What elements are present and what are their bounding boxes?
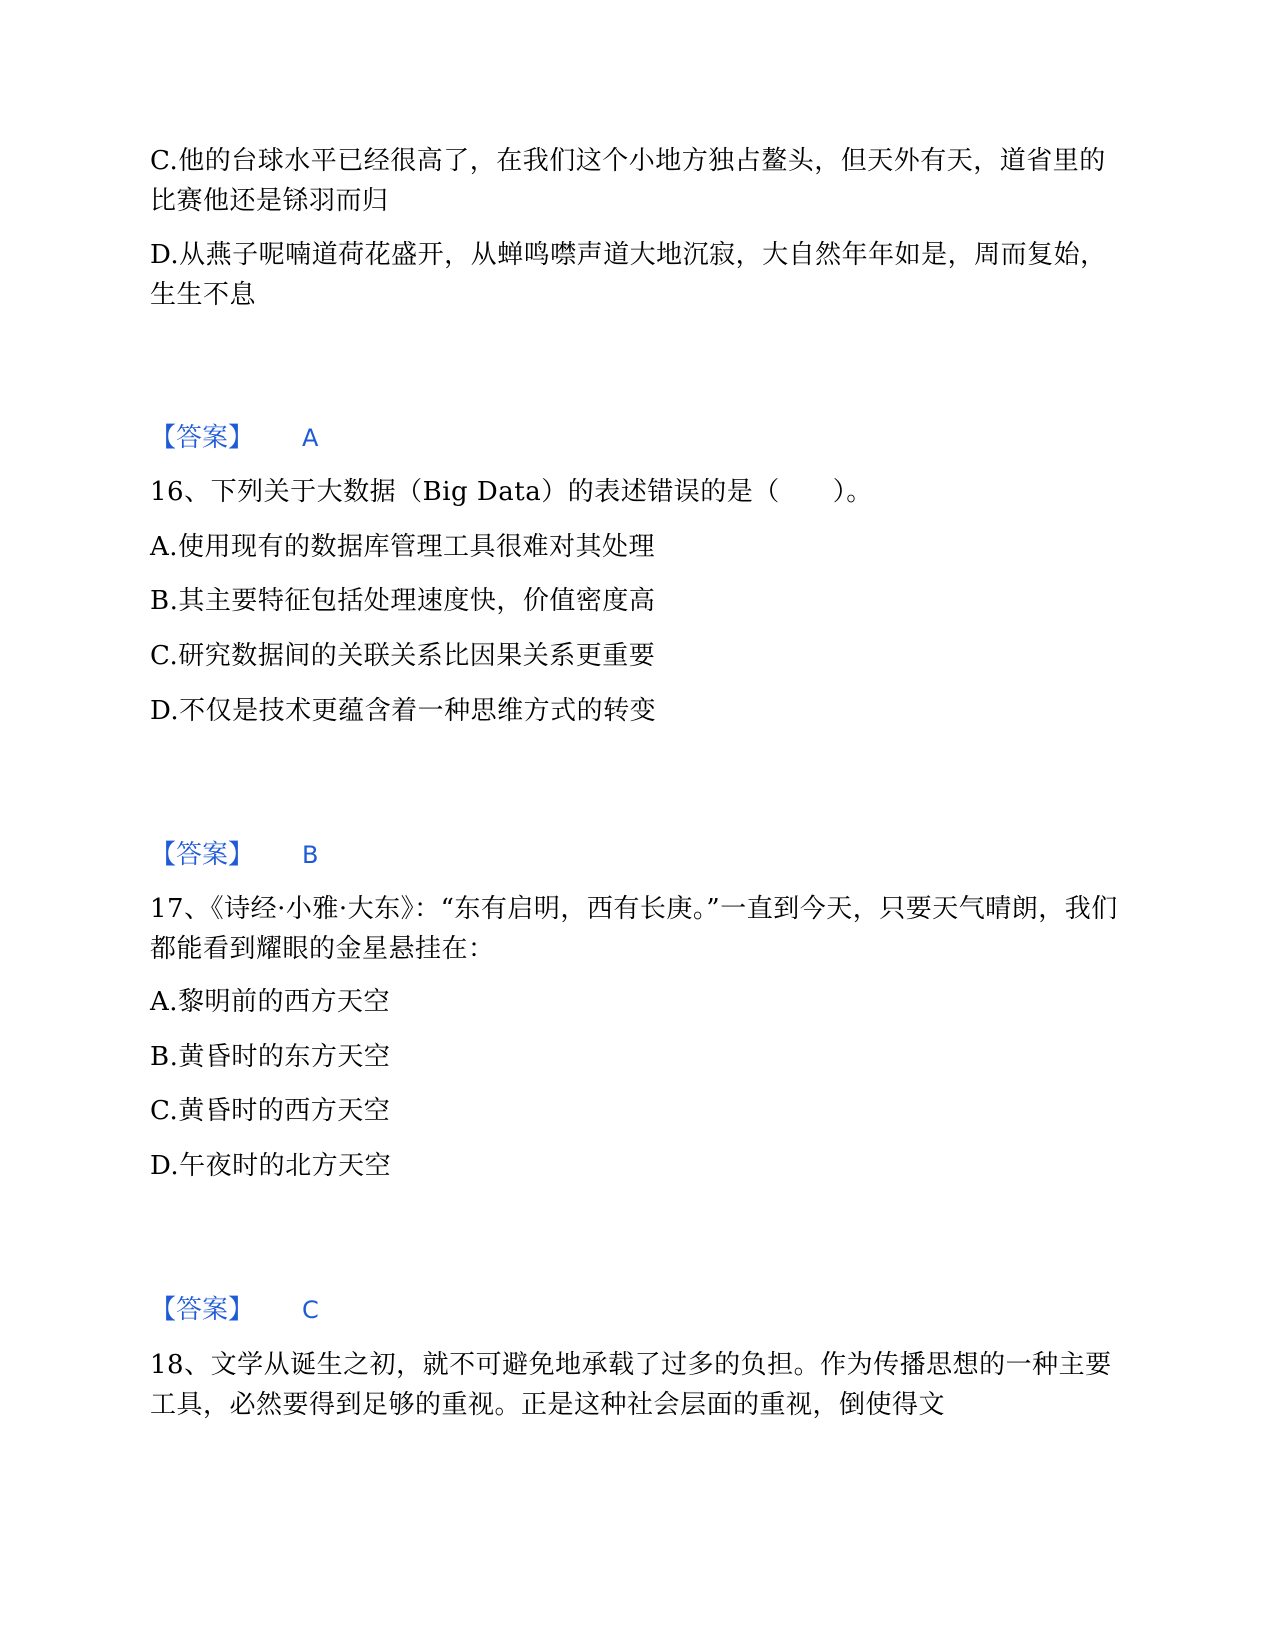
q17-option-c: C.黄昏时的西方天空 [150,1096,391,1126]
answer-value: B [302,841,319,869]
answer-label: 【答案】 [150,423,255,453]
q16-option-c: C.研究数据间的关联关系比因果关系更重要 [150,641,656,671]
answer-label: 【答案】 [150,840,255,870]
q18-question: 18、文学从诞生之初，就不可避免地承载了过多的负担。作为传播思想的一种主要工具，必然要得到足够的重视。正是这种社会层面的重视，倒使得文 [150,1350,1112,1420]
q16-question: 16、下列关于大数据（Big Data）的表述错误的是（ ）。 [150,477,873,507]
q16-option-b: B.其主要特征包括处理速度快，价值密度高 [150,586,656,616]
answer-label: 【答案】 [150,1295,255,1325]
q16-option-a: A.使用现有的数据库管理工具很难对其处理 [150,532,656,562]
q16-answer [150,835,318,875]
answer-value: A [302,424,319,452]
q15-option-c: C.他的台球水平已经很高了，在我们这个小地方独占鳌头，但天外有天，道省里的比赛他还是铩羽而归 [150,146,1106,216]
answer-value: C [302,1296,319,1324]
q17-answer [150,1290,319,1330]
q15-option-d: D.从燕子呢喃道荷花盛开，从蝉鸣噤声道大地沉寂，大自然年年如是，周而复始，生生不息 [150,240,1107,310]
q15-answer [150,418,318,458]
q16-option-d: D.不仅是技术更蕴含着一种思维方式的转变 [150,696,657,726]
q17-option-a: A.黎明前的西方天空 [150,987,391,1017]
q17-option-d: D.午夜时的北方天空 [150,1151,392,1181]
q17-option-b: B.黄昏时的东方天空 [150,1042,391,1072]
q17-question: 17、《诗经·小雅·大东》：“东有启明，西有长庚。”一直到今天，只要天气晴朗，我们都能看到耀眼的金星悬挂在： [150,894,1118,964]
